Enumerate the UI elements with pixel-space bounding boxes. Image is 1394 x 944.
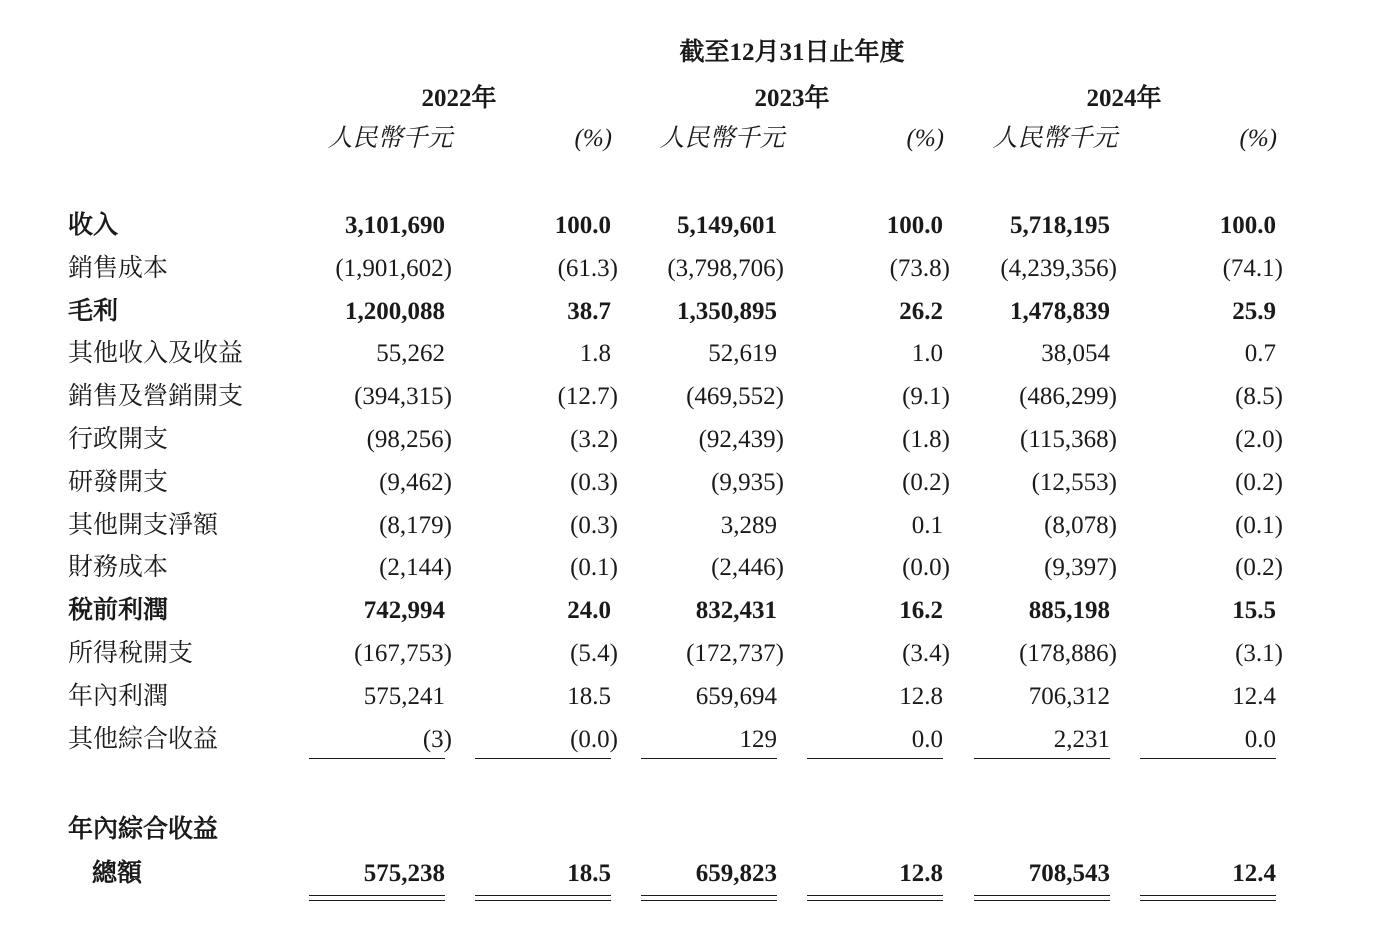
row-label: 銷售及營銷開支 <box>68 383 244 410</box>
total-2024-pct: 12.4 <box>1232 860 1276 887</box>
unit-label-2024: 人民幣千元 <box>992 125 1118 152</box>
cell-2023-amount: 52,619 <box>708 340 777 367</box>
subtotal-rule-2023-pct <box>807 758 943 759</box>
cell-2022-amount: (394,315) <box>354 383 452 410</box>
cell-2023-amount: 832,431 <box>695 597 777 624</box>
row-label: 其他開支淨額 <box>68 512 219 539</box>
cell-2022-amount: (9,462) <box>379 469 452 496</box>
cell-2023-amount: (469,552) <box>686 383 784 410</box>
cell-2024-amount: 706,312 <box>1028 683 1110 710</box>
cell-2024-amount: (8,078) <box>1044 512 1117 539</box>
subtotal-rule-2024-amount <box>974 758 1110 759</box>
cell-2023-pct: 0.1 <box>911 512 943 539</box>
row-label: 財務成本 <box>68 554 169 581</box>
cell-2024-pct: (0.1) <box>1235 512 1283 539</box>
row-label: 行政開支 <box>68 426 169 453</box>
cell-2023-pct: (1.8) <box>902 426 950 453</box>
cell-2023-pct: 16.2 <box>899 597 943 624</box>
cell-2022-amount: 55,262 <box>376 340 445 367</box>
cell-2023-pct: (73.8) <box>889 255 950 282</box>
unit-label-2023: 人民幣千元 <box>659 125 785 152</box>
cell-2023-pct: (0.0) <box>902 554 950 581</box>
total-label-line1: 年內綜合收益 <box>68 816 219 843</box>
subtotal-rule-2022-amount <box>309 758 445 759</box>
subtotal-rule-2023-amount <box>641 758 777 759</box>
row-label: 研發開支 <box>68 469 169 496</box>
subtotal-rule-2024-pct <box>1140 758 1276 759</box>
cell-2024-amount: 5,718,195 <box>1010 212 1110 239</box>
cell-2024-amount: (9,397) <box>1044 554 1117 581</box>
cell-2023-pct: 100.0 <box>886 212 943 239</box>
cell-2022-amount: (3) <box>422 726 452 753</box>
cell-2022-amount: 575,241 <box>363 683 445 710</box>
cell-2022-pct: (3.2) <box>570 426 618 453</box>
cell-2022-amount: 1,200,088 <box>345 298 445 325</box>
period-heading: 截至12月31日止年度 <box>679 39 905 66</box>
cell-2022-amount: 742,994 <box>363 597 445 624</box>
cell-2022-pct: 1.8 <box>579 340 611 367</box>
cell-2023-amount: (92,439) <box>698 426 784 453</box>
cell-2024-amount: 1,478,839 <box>1010 298 1110 325</box>
cell-2024-pct: (3.1) <box>1235 640 1283 667</box>
cell-2022-pct: (0.3) <box>570 512 618 539</box>
cell-2024-pct: 12.4 <box>1232 683 1276 710</box>
pct-label-2022: (%) <box>574 125 612 152</box>
row-label: 稅前利潤 <box>68 597 169 624</box>
row-label: 銷售成本 <box>68 255 169 282</box>
cell-2022-amount: (98,256) <box>366 426 452 453</box>
total-2022-pct: 18.5 <box>567 860 611 887</box>
cell-2022-pct: 24.0 <box>567 597 611 624</box>
cell-2024-pct: (0.2) <box>1235 554 1283 581</box>
total-double-rule-2023-pct <box>807 895 943 901</box>
cell-2022-amount: (2,144) <box>379 554 452 581</box>
cell-2024-amount: 2,231 <box>1053 726 1110 753</box>
row-label: 收入 <box>68 212 119 239</box>
cell-2022-amount: (1,901,602) <box>335 255 452 282</box>
subtotal-rule-2022-pct <box>475 758 611 759</box>
total-2024-amount: 708,543 <box>1028 860 1110 887</box>
year-2022-heading: 2022年 <box>421 85 497 112</box>
cell-2024-amount: 885,198 <box>1028 597 1110 624</box>
cell-2023-amount: 1,350,895 <box>677 298 777 325</box>
row-label: 其他收入及收益 <box>68 340 244 367</box>
cell-2022-pct: (61.3) <box>557 255 618 282</box>
cell-2024-amount: 38,054 <box>1041 340 1110 367</box>
cell-2024-amount: (486,299) <box>1019 383 1117 410</box>
cell-2024-amount: (178,886) <box>1019 640 1117 667</box>
row-label: 所得稅開支 <box>68 640 194 667</box>
cell-2023-pct: 0.0 <box>911 726 943 753</box>
cell-2022-pct: 38.7 <box>567 298 611 325</box>
cell-2024-pct: 0.0 <box>1244 726 1276 753</box>
cell-2023-pct: 1.0 <box>911 340 943 367</box>
cell-2022-pct: 18.5 <box>567 683 611 710</box>
cell-2022-pct: (5.4) <box>570 640 618 667</box>
row-label: 年內利潤 <box>68 683 169 710</box>
pct-label-2024: (%) <box>1239 125 1277 152</box>
cell-2023-amount: 129 <box>739 726 777 753</box>
cell-2024-pct: 100.0 <box>1219 212 1276 239</box>
cell-2024-amount: (115,368) <box>1020 426 1117 453</box>
total-2022-amount: 575,238 <box>363 860 445 887</box>
total-2023-pct: 12.8 <box>899 860 943 887</box>
cell-2023-amount: 5,149,601 <box>677 212 777 239</box>
cell-2023-amount: (2,446) <box>711 554 784 581</box>
year-2024-heading: 2024年 <box>1086 85 1162 112</box>
cell-2024-pct: (74.1) <box>1222 255 1283 282</box>
cell-2024-amount: (12,553) <box>1031 469 1117 496</box>
total-double-rule-2023-amount <box>641 895 777 901</box>
total-2023-amount: 659,823 <box>695 860 777 887</box>
cell-2022-amount: (167,753) <box>354 640 452 667</box>
total-double-rule-2024-amount <box>974 895 1110 901</box>
cell-2023-amount: (3,798,706) <box>667 255 784 282</box>
year-2023-heading: 2023年 <box>754 85 830 112</box>
cell-2022-pct: 100.0 <box>554 212 611 239</box>
cell-2024-pct: 15.5 <box>1232 597 1276 624</box>
cell-2024-amount: (4,239,356) <box>1000 255 1117 282</box>
total-double-rule-2022-amount <box>309 895 445 901</box>
cell-2023-pct: (3.4) <box>902 640 950 667</box>
cell-2023-amount: (9,935) <box>711 469 784 496</box>
total-double-rule-2024-pct <box>1140 895 1276 901</box>
row-label: 其他綜合收益 <box>68 726 219 753</box>
pct-label-2023: (%) <box>906 125 944 152</box>
cell-2024-pct: 25.9 <box>1232 298 1276 325</box>
cell-2023-amount: (172,737) <box>686 640 784 667</box>
cell-2022-pct: (0.3) <box>570 469 618 496</box>
cell-2024-pct: (8.5) <box>1235 383 1283 410</box>
cell-2024-pct: 0.7 <box>1244 340 1276 367</box>
unit-label-2022: 人民幣千元 <box>327 125 453 152</box>
row-label: 毛利 <box>68 298 119 325</box>
total-label-line2: 總額 <box>92 860 143 887</box>
cell-2023-pct: (9.1) <box>902 383 950 410</box>
cell-2022-pct: (0.0) <box>570 726 618 753</box>
cell-2023-amount: 659,694 <box>695 683 777 710</box>
cell-2023-pct: (0.2) <box>902 469 950 496</box>
cell-2022-pct: (12.7) <box>557 383 618 410</box>
cell-2022-amount: 3,101,690 <box>345 212 445 239</box>
cell-2022-pct: (0.1) <box>570 554 618 581</box>
cell-2024-pct: (2.0) <box>1235 426 1283 453</box>
cell-2024-pct: (0.2) <box>1235 469 1283 496</box>
cell-2022-amount: (8,179) <box>379 512 452 539</box>
cell-2023-pct: 12.8 <box>899 683 943 710</box>
cell-2023-pct: 26.2 <box>899 298 943 325</box>
total-double-rule-2022-pct <box>475 895 611 901</box>
cell-2023-amount: 3,289 <box>720 512 777 539</box>
